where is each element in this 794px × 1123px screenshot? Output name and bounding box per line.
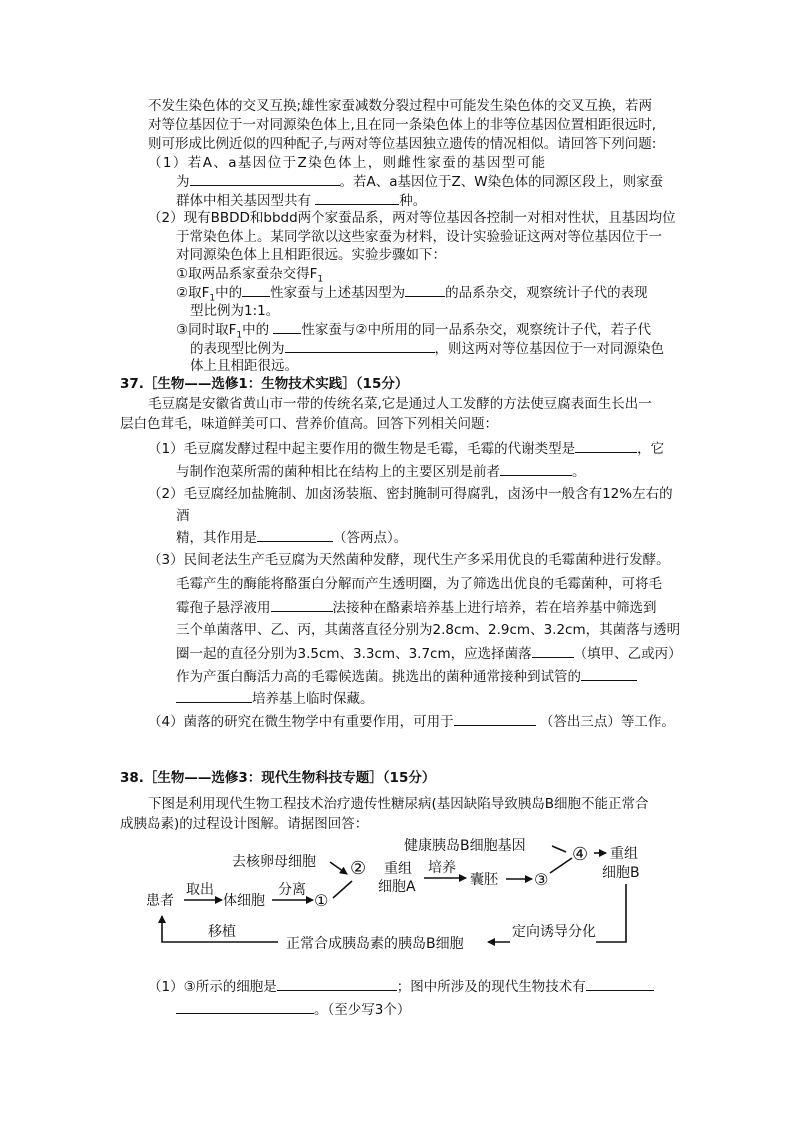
q37-text: （答两点）。 — [333, 530, 408, 546]
node-healthy-gene: 健康胰岛B细胞基因 — [404, 838, 526, 854]
q37-text: 法接种在酪素培养基上进行培养，若在培养基中筛选到 — [332, 600, 657, 616]
node-enucleated-egg: 去核卵母细胞 — [232, 854, 316, 870]
q37-part2-line1: （2）毛豆腐经加盐腌制、加卤汤装瓶、密封腌制可得腐乳，卤汤中一般含有12%左右的 — [148, 486, 673, 502]
answer-blank[interactable] — [277, 976, 397, 991]
q37-heading: 37.［生物——选修1：生物技术实践］（15分） — [120, 376, 409, 392]
q37-text: 与制作泡菜所需的菌种相比在结构上的主要区别是前者 — [176, 464, 500, 480]
q36-part2-line2: 于常染色体上。某同学欲以这些家蚕为材料，设计实验验证这两对等位基因位于一 — [176, 229, 662, 245]
q37-text: 。 — [572, 464, 586, 480]
q37-text: 霉孢子悬浮液用 — [176, 600, 271, 616]
q36-text: ①取两品系家蚕杂交得F — [176, 266, 318, 282]
q37-text: 培养基上临时保藏。 — [252, 691, 374, 707]
q36-text: 中的 — [215, 285, 243, 301]
q38-heading: 38.［生物——选修3：现代生物科技专题］（15分） — [120, 770, 436, 786]
line-down — [596, 884, 626, 942]
answer-blank[interactable] — [586, 976, 654, 991]
subscript: 1 — [236, 330, 243, 341]
q37-part3-line4: 三个单菌落甲、乙、丙，其菌落直径分别为2.8cm、2.9cm、3.2cm，其菌落与透明 — [176, 622, 681, 638]
q38-intro-2: 成胰岛素)的过程设计图解。请据图回答： — [120, 816, 369, 832]
arrow-enucleated — [330, 862, 347, 874]
q36-part2-line1: （2）现有BBDD和bbdd两个家蚕品系，两对等位基因各控制一对相对性状，且基因均位 — [148, 210, 676, 226]
node-3: ③ — [534, 870, 549, 889]
q37-text: （4）菌落的研究在微生物学中有重要作用，可用于 — [148, 714, 454, 730]
subscript: 1 — [317, 274, 324, 285]
label-transplant: 移植 — [208, 924, 236, 940]
q38-intro-1: 下图是利用现代生物工程技术治疗遗传性糖尿病(基因缺陷导致胰岛B细胞不能正常合 — [148, 796, 649, 812]
q38-text: （1）③所示的细胞是 — [148, 979, 277, 995]
q36-text: 性家蚕与上述基因型为 — [270, 285, 406, 301]
answer-blank[interactable] — [176, 999, 314, 1014]
q37-intro-2: 层白色茸毛，味道鲜美可口、营养价值高。回答下列相关问题： — [120, 416, 498, 432]
node-blastocyst: 囊胚 — [470, 872, 498, 888]
q37-text: 精，其作用是 — [176, 530, 257, 546]
q37-text: （填甲、乙或丙） — [573, 646, 682, 662]
label-culture: 培养 — [428, 860, 456, 876]
label-separate: 分离 — [278, 882, 306, 898]
q36-text: 的品系杂交，观察统计子代的表现 — [445, 285, 648, 301]
q36-text: 。若A、a基因位于Z、W染色体的同源区段上，则家蚕 — [339, 174, 664, 190]
q38-text: 。（至少写3个） — [314, 1002, 411, 1018]
intro-line-3: 则可形成比例近似的四种配子,与两对等位基因独立遗传的情况相似。请回答下列问题: — [148, 136, 657, 152]
node-recombinant-a-1: 重组 — [384, 861, 412, 877]
q36-text: 性家蚕与②中所用的同一品系杂交，观察统计子代，若子代 — [301, 322, 652, 338]
node-recombinant-b-1: 重组 — [610, 846, 638, 862]
node-normal-islet-cell: 正常合成胰岛素的胰岛B细胞 — [286, 936, 464, 952]
node-patient: 患者 — [146, 893, 174, 909]
q37-text: 圈一起的直径分别为3.5cm、3.3cm、3.7cm，应选择菌落 — [176, 646, 532, 662]
q36-text: ②取F — [176, 285, 210, 301]
node-2: ② — [350, 858, 367, 879]
q37-part2-line2: 酒 — [176, 508, 190, 524]
intro-line-1: 不发生染色体的交叉互换;雄性家蚕减数分裂过程中可能发生染色体的交叉互换，若两 — [148, 98, 653, 114]
q38-part1-line2 — [176, 999, 410, 1020]
q37-text: ，它 — [637, 441, 665, 457]
q37-text: （1）毛豆腐发酵过程中起主要作用的微生物是毛霉，毛霉的代谢类型是 — [148, 441, 576, 457]
node-recombinant-b-2: 细胞B — [602, 865, 640, 881]
node-body-cell: 体细胞 — [223, 893, 265, 909]
intro-line-2: 对等位基因位于一对同源染色体上,且在同一条染色体上的非等位基因位置相距很远时, — [148, 117, 657, 133]
q36-text: ，则这两对等位基因位于一对同源染色 — [434, 341, 664, 357]
label-directed-differentiation: 定向诱导分化 — [512, 924, 596, 940]
q36-text: 群体中相关基因型共有 — [176, 193, 311, 209]
node-recombinant-a-2: 细胞A — [378, 879, 416, 895]
q38-part1-line1 — [148, 976, 654, 997]
line-3-fork — [550, 858, 572, 873]
q37-text: 作为产蛋白酶活力高的毛霉候选菌。挑选出的菌种通常接种到试管的 — [176, 669, 581, 685]
q36-text: 的表现型比例为 — [190, 341, 285, 357]
q38-text: ；图中所涉及的现代生物技术有 — [396, 979, 586, 995]
q36-step3-line3: 体上且相距很远。 — [190, 358, 298, 374]
subscript: 1 — [209, 293, 216, 304]
q36-part1-line1: （1）若A、a基因位于Z染色体上，则雌性家蚕的基因型可能 — [148, 155, 547, 171]
q36-text: 中的 — [242, 322, 270, 338]
q36-text: 种。 — [399, 193, 427, 209]
q37-part3-line2: 毛霉产生的酶能将酪蛋白分解而产生透明圈，为了筛选出优良的毛霉菌种，可将毛 — [176, 576, 662, 592]
q36-text: 为 — [176, 174, 190, 190]
line-to-fork — [333, 881, 352, 898]
label-extract: 取出 — [186, 882, 214, 898]
q36-part2-line3: 对同源染色体上且相距很远。实验步骤如下： — [176, 247, 446, 263]
q37-part3-line1: （3）民间老法生产毛豆腐为天然菌种发酵，现代生产多采用优良的毛霉菌种进行发酵。 — [148, 552, 670, 568]
q37-text: （答出三点）等工作。 — [539, 714, 675, 730]
line-gene-fork — [552, 846, 566, 852]
node-4: ④ — [572, 844, 589, 865]
node-1: ① — [314, 891, 329, 910]
q36-step2-line2: 型比例为1:1。 — [190, 303, 280, 319]
q36-text: ③同时取F — [176, 322, 237, 338]
q37-intro-1: 毛豆腐是安徽省黄山市一带的传统名菜,它是通过人工发酵的方法使豆腐表面生长出一 — [148, 396, 652, 412]
